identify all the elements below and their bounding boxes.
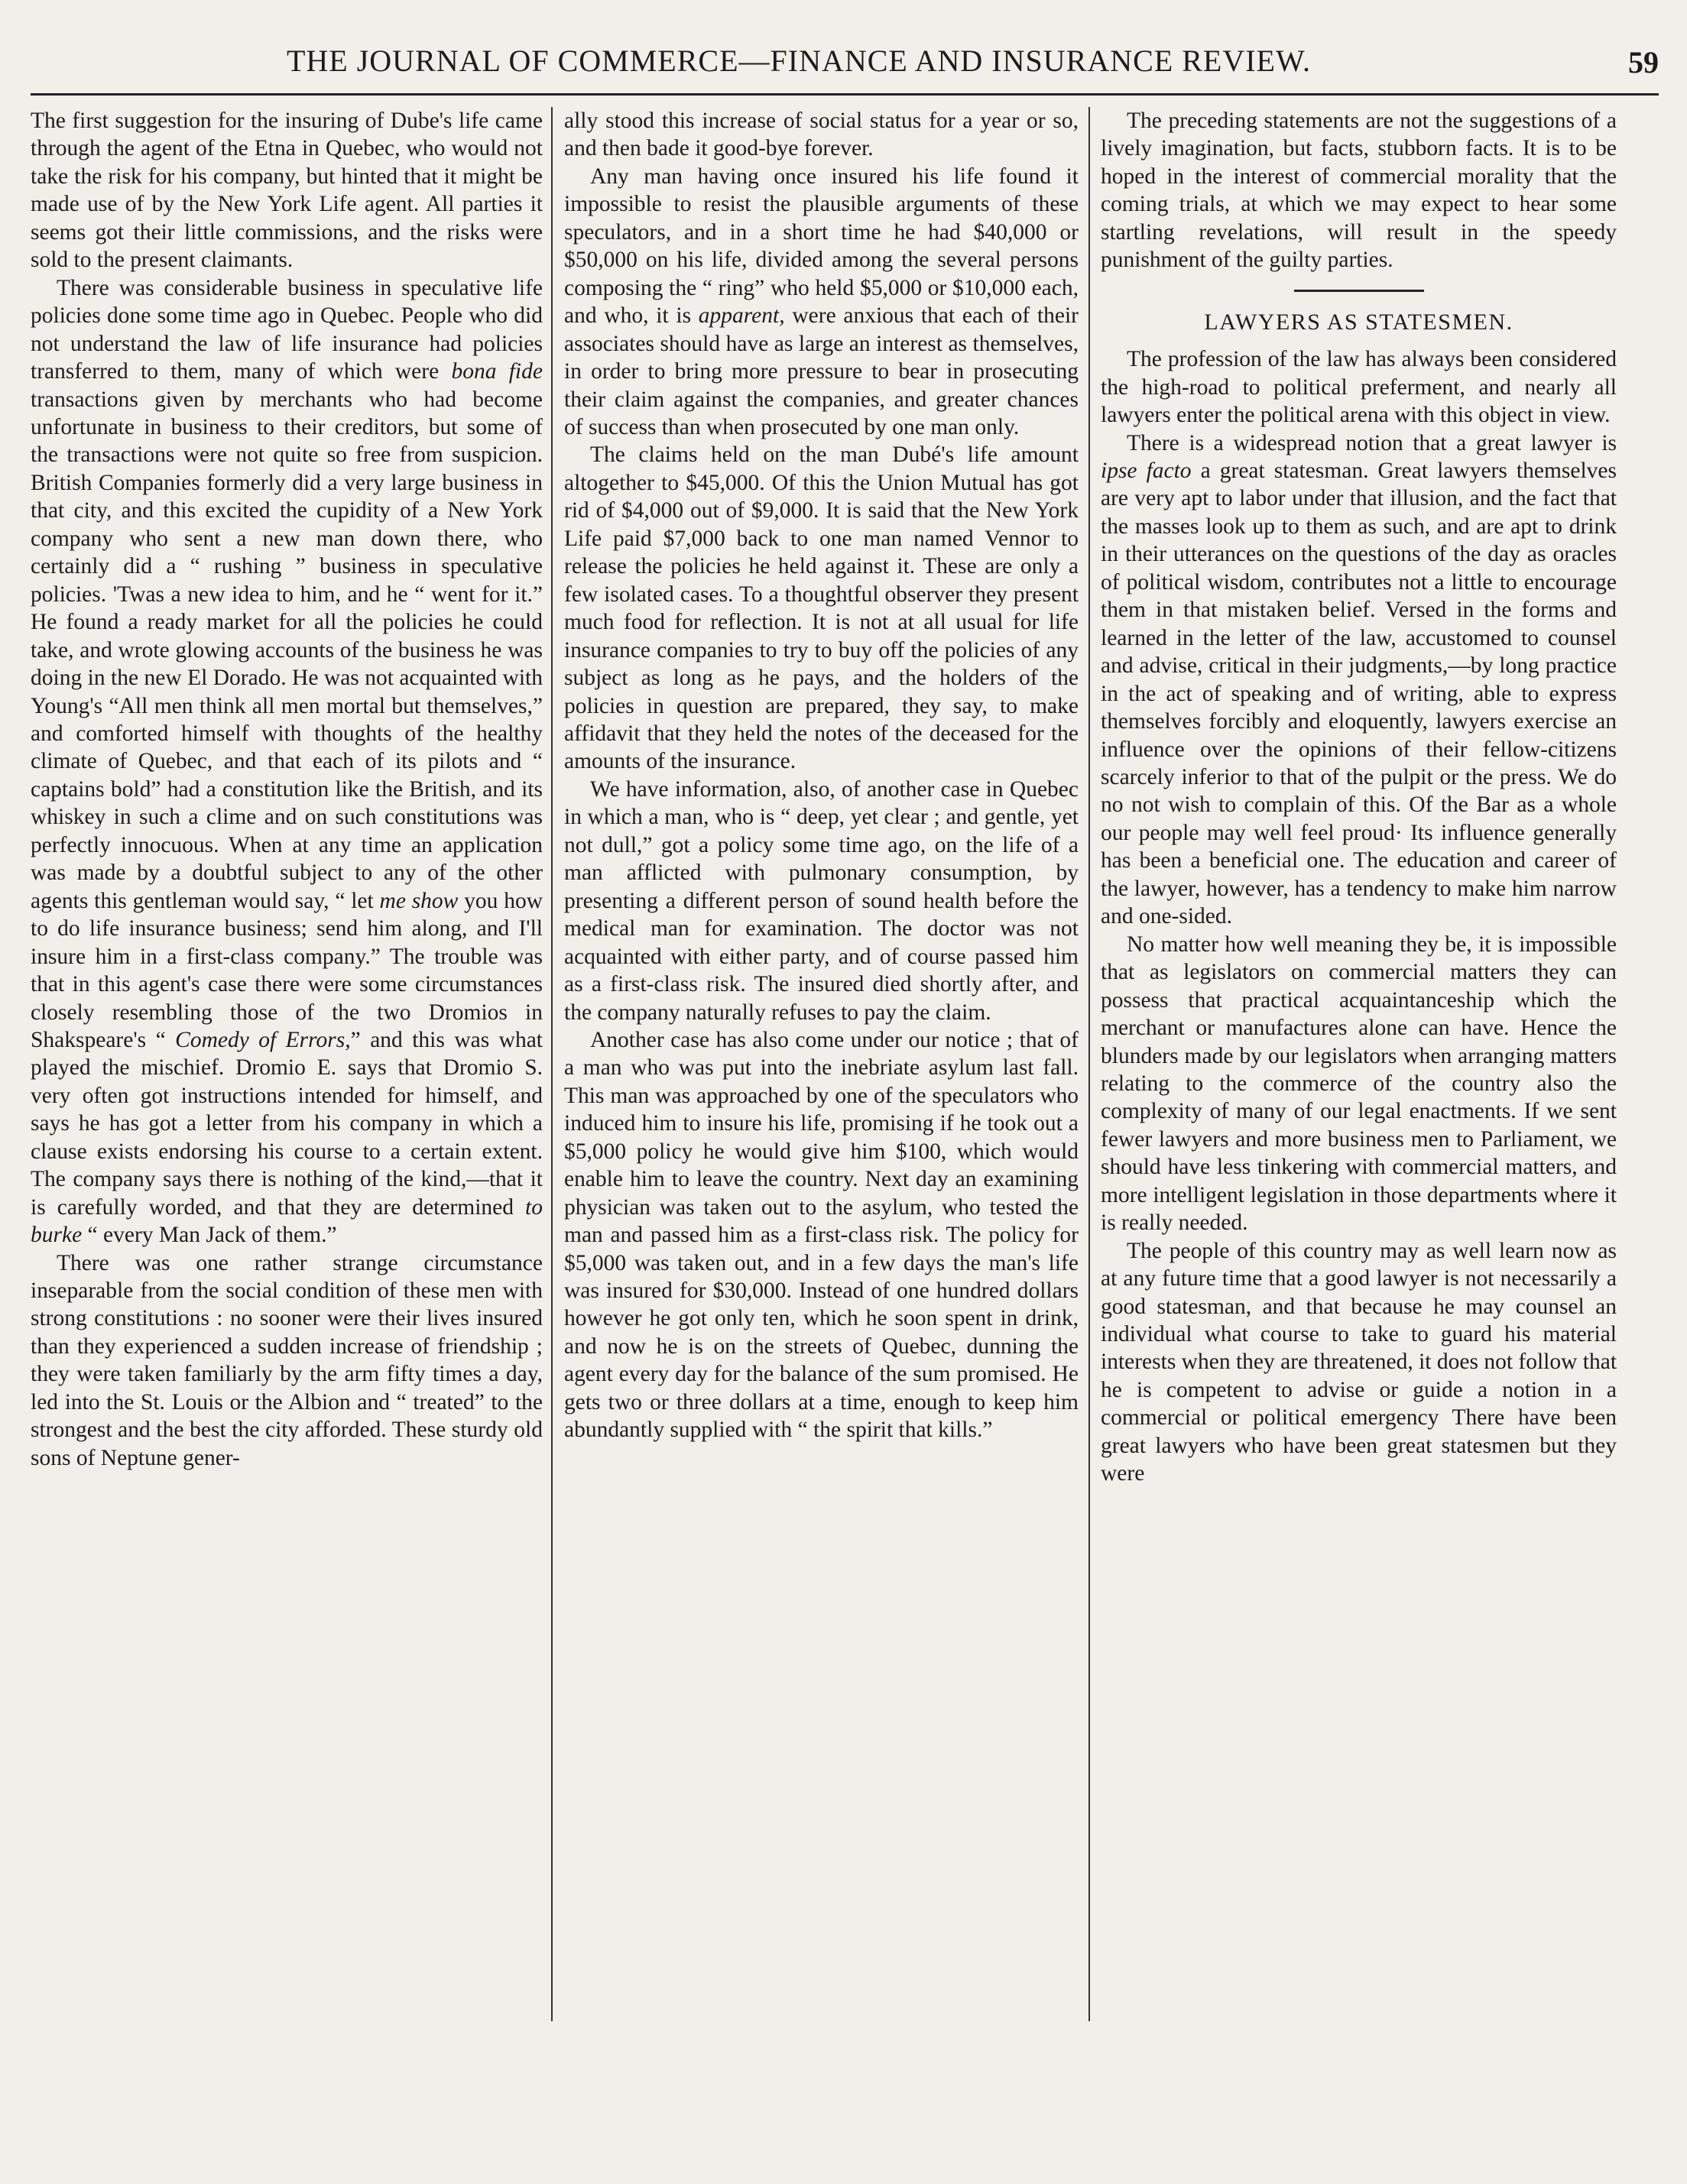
running-header xyxy=(31,43,1659,89)
paragraph: There was one rather strange circumstance inseparable from the social condition of these men with strong constitutions : no sooner were their lives insured than they experienced a sudden increase of friendship ; they were taken familiarly by the arm fifty times a day, led into the St. Louis or the Albion and “ treated” to the strongest and the best the city afforded. These sturdy old sons of Neptune gener- xyxy=(31,1250,543,1470)
paragraph: ally stood this increase of social status for a year or so, and then bade it good-bye forever. xyxy=(564,109,1079,161)
column-rule-1 xyxy=(551,107,553,2021)
paragraph: Another case has also come under our notice ; that of a man who was put into the inebriate asylum last fall. This man was approached by one of the speculators who induced him to insure his life, promising if he took out a $5,000 policy he would give him $100, which would enable him to leave the country. Next day an examining physician was taken out to the asylum, who tested the man and passed him as a first-class risk. The policy for $5,000 was taken out, and in a few days the man's life was insured for $30,000. Instead of one hundred dollars however he got only ten, which he soon spent in drink, and now he is on the streets of Quebec, dunning the agent every day for the balance of the sum promised. He gets two or three dollars at a time, enough to keep him abundantly supplied with “ the spirit that kills.” xyxy=(564,1027,1079,1443)
section-heading: LAWYERS AS STATESMEN. xyxy=(1204,309,1513,335)
paragraph: We have information, also, of another case in Quebec in which a man, who is “ deep, yet clear ; and gentle, yet not dull,” got a policy some time ago, on the life of a man afflicted with pulmonary consumption, by presenting a different person of sound health before the medical man for examination. The doctor was not acquainted with either party, and of course passed him as a first-class risk. The insured died shortly after, and the company naturally refuses to pay the claim. xyxy=(564,776,1079,1025)
column-1 xyxy=(31,107,543,2021)
journal-title: THE JOURNAL OF COMMERCE—FINANCE AND INSURANCE REVIEW. xyxy=(286,44,1312,78)
paragraph: The first suggestion for the insuring of Dube's life came through the agent of the Etna in Quebec, who would not take the risk for his company, but hinted that it might be made use of by the New York Life agent. All parties it seems got their little commissions, and the risks were sold to the present claimants. xyxy=(31,109,543,273)
paragraph: The preceding statements are not the suggestions of a lively imagination, but facts, stubborn facts. It is to be hoped in the interest of commercial morality that the coming trials, at which we may expect to hear some startling revelations, will result in the speedy punishment of the guilty parties. xyxy=(1101,109,1617,273)
paragraph: The profession of the law has always been considered the high-road to political preferment, and nearly all lawyers enter the political arena with this object in view. xyxy=(1101,347,1617,428)
paragraph: The claims held on the man Dubé's life amount altogether to $45,000. Of this the Union Mutual has got rid of $4,000 out of $9,000. It is said that the New York Life paid $7,000 back to one man named Vennor to release the policies he held against it. These are only a few isolated cases. To a thoughtful observer they present much food for reflection. It is not at all usual for life insurance companies to try to buy off the policies of any subject as long as he pays, and the holders of the policies in question are prepared, they say, to make affidavit that they held the notes of the deceased for the amounts of the insurance. xyxy=(564,442,1079,774)
column-rule-2 xyxy=(1088,107,1090,2021)
column-3 xyxy=(1101,107,1617,2021)
paragraph: No matter how well meaning they be, it is impossible that as legislators on commercial matters they can possess that practical acquaintanceship which the merchant or manufactures alone can have. Hence the blunders made by our legislators when arranging matters relating to the commerce of the country also the complexity of many of our legal enactments. If we sent fewer lawyers and more business men to Parliament, we should have less tinkering with commercial matters, and more intelligent legislation in those departments where it is really needed. xyxy=(1101,932,1617,1236)
header-rule xyxy=(31,93,1659,96)
page-number: 59 xyxy=(1628,45,1659,79)
paragraph: There is a widespread notion that a great lawyer is ipse facto a great statesman. Great lawyers themselves are very apt to labor under that illusion, and the fact that the masses look up to them as such, and are apt to drink in their utterances on the questions of the day as oracles of political wisdom, contributes not a little to encourage them in that mistaken belief. Versed in the forms and learned in the letter of the law, accustomed to counsel and advise, critical in their judgments,—by long practice in the act of speaking and of writing, able to express themselves forcibly and eloquently, lawyers exercise an influence over the opinions of their fellow-citizens scarcely inferior to that of the pulpit or the press. We do no not wish to complain of this. Of the Bar as a whole our people may well feel proud· Its influence generally has been a beneficial one. The education and career of the lawyer, however, has a tendency to make him narrow and one-sided. xyxy=(1101,430,1617,929)
paragraph: The people of this country may as well learn now as at any future time that a good lawyer is not necessarily a good statesman, and that because he may counsel an individual what course to take to guard his material interests when they are threatened, it does not follow that he is competent to advise or guide a notion in a commercial or political emergency There have been great lawyers who have been great statesmen but they were xyxy=(1101,1238,1617,1486)
section-separator xyxy=(1294,290,1424,292)
paragraph: Any man having once insured his life found it impossible to resist the plausible arguments of these speculators, and in a short time he had $40,000 or $50,000 on his life, divided among the several persons composing the “ ring” who held $5,000 or $10,000 each, and who, it is apparent, were anxious that each of their associates should have as large an interest as themselves, in order to bring more pressure to bear in prosecuting their claim against the companies, and greater chances of success than when prosecuted by one man only. xyxy=(564,164,1079,439)
column-2 xyxy=(564,107,1079,2021)
paragraph: There was considerable business in speculative life policies done some time ago in Quebec. People who did not understand the law of life insurance had policies transferred to them, many of which were bona fide transactions given by merchants who had become unfortunate in business to their creditors, but some of the transactions were not quite so free from suspicion. British Companies formerly did a very large business in that city, and this excited the cupidity of a New York company who sent a new man down there, who certainly did a “ rushing ” business in speculative policies. 'Twas a new idea to him, and he “ went for it.” He found a ready market for all the policies he could take, and wrote glowing accounts of the business he was doing in the new El Dorado. He was not acquainted with Young's “All men think all men mortal but themselves,” and comforted himself with thoughts of the healthy climate of Quebec, and that each of its pilots and “ captains bold” had a constitution like the British, and its whiskey in such a clime and on such constitutions was perfectly innocuous. When at any time an application was made by a doubtful subject to any of the other agents this gentleman would say, “ let me show you how to do life insurance business; send him along, and I'll insure him in a first-class company.” The trouble was that in this agent's case there were some circumstances closely resembling those of the two Dromios in Shakspeare's “ Comedy of Errors,” and this was what played the mischief. Dromio E. says that Dromio S. very often got instructions intended for himself, and says he has got a letter from his company in which a clause exists endorsing his course to a certain extent. The company says there is nothing of the kind,—that it is carefully worded, and that they are determined to burke “ every Man Jack of them.” xyxy=(31,275,543,1248)
